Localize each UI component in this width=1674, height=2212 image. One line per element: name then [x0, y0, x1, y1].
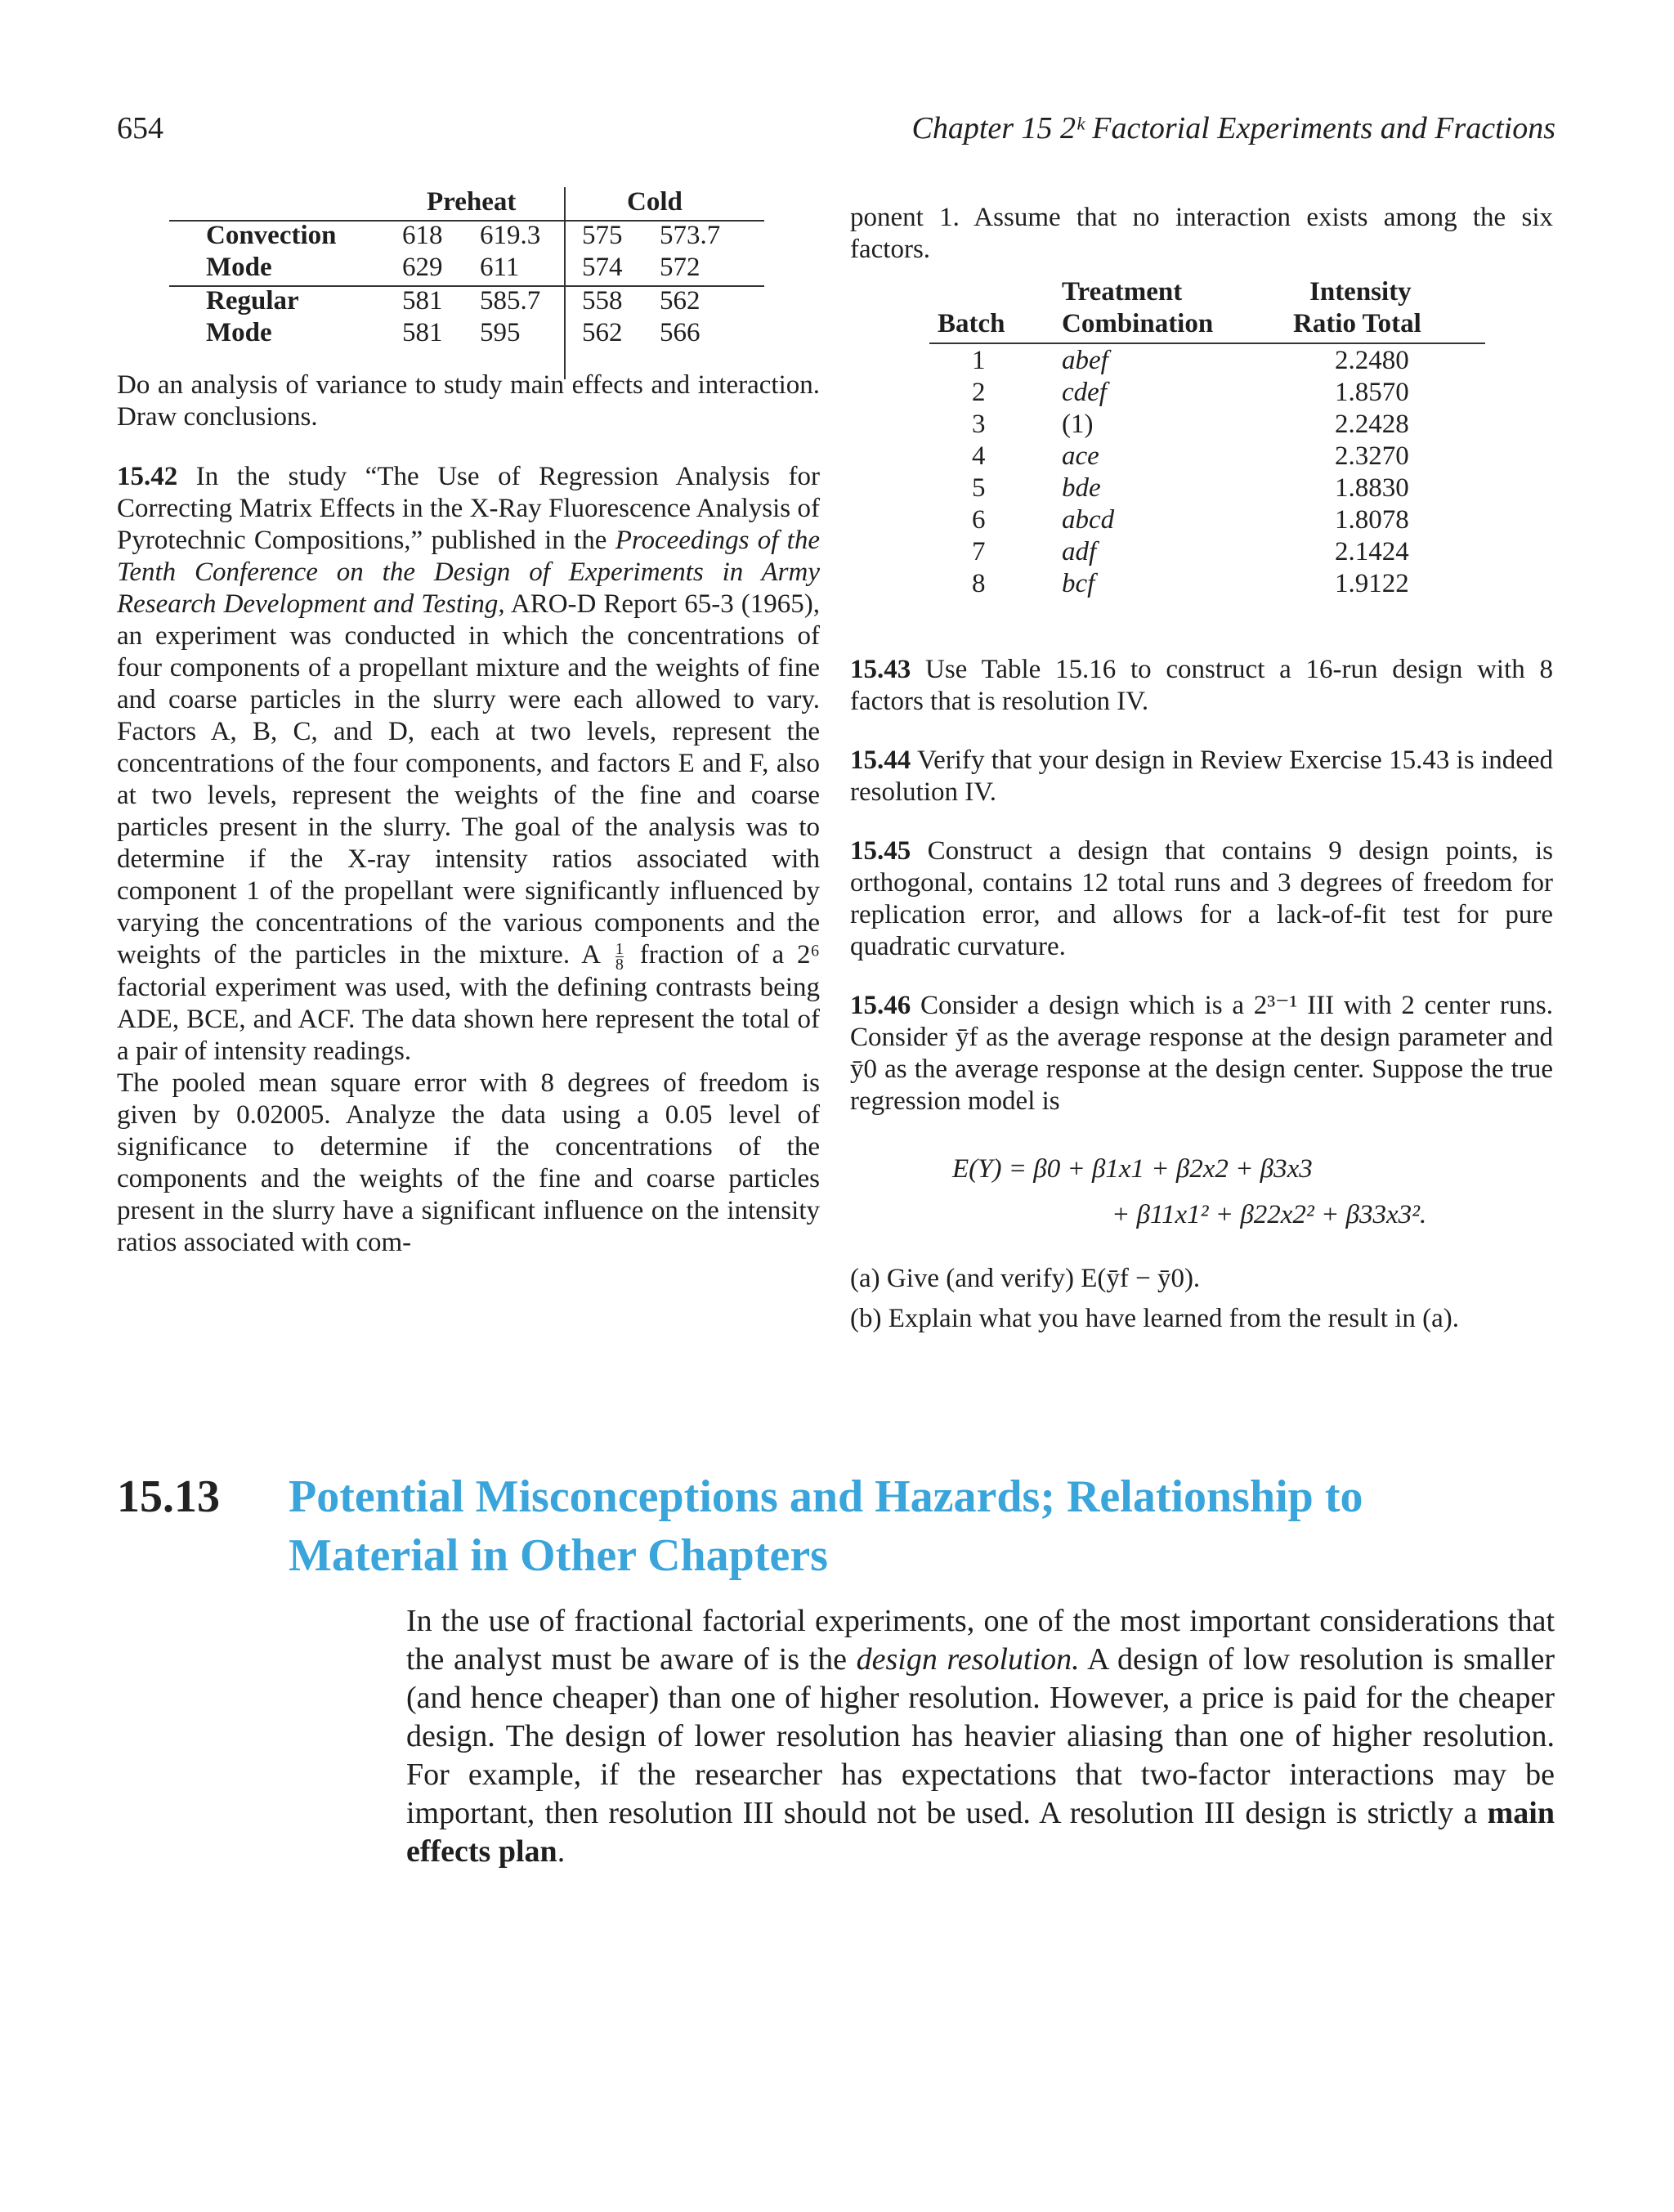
exercise-continuation: ponent 1. Assume that no interaction exists among the six factors.: [850, 203, 1553, 264]
cell: 581: [402, 318, 443, 347]
table-row: 7 adf 2.1424: [972, 537, 1409, 566]
exercise-15-44: 15.44 Verify that your design in Review Exercise 15.43 is indeed resolution IV.: [850, 746, 1553, 807]
row-label: Convection: [206, 221, 337, 250]
right-column: [850, 202, 1553, 266]
cell: 595: [480, 318, 521, 347]
fraction-one-eighth: $\frac{1}{8}$: [615, 939, 624, 974]
table-row: [169, 221, 764, 253]
cell: 558: [582, 286, 623, 316]
col-header-cold: Cold: [627, 187, 683, 217]
col-header: Treatment: [1062, 277, 1183, 307]
section-number: 15.13: [117, 1471, 220, 1522]
anova-instruction: Do an analysis of variance to study main effects and interaction. Draw conclusions.: [117, 370, 820, 432]
cell: 575: [582, 221, 623, 250]
table-row: 8 bcf 1.9122: [972, 569, 1409, 598]
table-header-row: [169, 187, 764, 219]
section-title: Potential Misconceptions and Hazards; Relationship to Material in Other Chapters: [289, 1471, 1363, 1581]
cell: 619.3: [480, 221, 541, 250]
col-header: Batch: [938, 309, 1005, 338]
col-header: Ratio Total: [1293, 309, 1421, 338]
cell: 562: [660, 286, 700, 316]
exercise-number: 15.42: [117, 462, 178, 491]
table-row: [169, 286, 764, 318]
exercise-15-45: 15.45 Construct a design that contains 9 design points, is orthogonal, contains 12 total runs and 3 degrees of freedom for replication error, and allows for a lack-of-fit test for pure quadratic curvature.: [850, 836, 1554, 961]
row-label: Regular: [206, 286, 299, 316]
regression-equation-line-1: E(Y) = β0 + β1x1 + β2x2 + β3x3: [952, 1154, 1313, 1184]
cell: 585.7: [480, 286, 541, 316]
cell: 572: [660, 253, 700, 282]
exercise-text: fraction of a 2⁶ factorial experiment was used, with the defining contrasts being ADE, BCE, and ACF. The data shown here represent the total of a pair of intensity readings.: [117, 940, 820, 1066]
exercise-text: In the study “The Use of Regression Analysis for Correcting Matrix Effects in the X-Ray Fluorescence Analysis of Pyrotechnic Compositions,” published in the: [117, 462, 820, 555]
table-row: 2 cdef 1.8570: [972, 378, 1409, 407]
table-row: 4 ace 2.3270: [972, 441, 1409, 471]
cell: 618: [402, 221, 443, 250]
journal-title: Proceedings of the Tenth Conference on the Design of Experiments in Army Research Development and Testing,: [117, 526, 820, 619]
table-header-row: [929, 276, 1485, 308]
table-row: [169, 253, 764, 284]
cell: 562: [582, 318, 623, 347]
table-row: 3 (1) 2.2428: [972, 410, 1409, 439]
exercise-15-42-continued: The pooled mean square error with 8 degrees of freedom is given by 0.02005. Analyze the data using a 0.05 level of significance to determine if the concentrations of the components and the weights of the fine and coarse particles present in the slurry have a significant influence on the intensity ratios associated with com-: [117, 1068, 820, 1257]
exercise-15-46: 15.46 Consider a design which is a 2³⁻¹ III with 2 center runs. Consider ȳf as the average response at the design parameter and ȳ0 as the average response at the design center. Suppose the true regression model is: [850, 991, 1553, 1116]
table-row: 6 abcd 1.8078: [972, 505, 1409, 535]
cell: 574: [582, 253, 623, 282]
left-column: [117, 369, 820, 1259]
row-label: Mode: [206, 253, 272, 282]
section-body: In the use of fractional factorial experiments, one of the most important considerations that the analyst must be aware of is the design resolution. A design of low resolution is smaller (and hence cheaper) than one of higher resolution. However, a price is paid for the cheaper design. The design of lower resolution has heavier aliasing than one of higher resolution. For example, if the researcher has expectations that two-factor interactions may be important, then resolution III should not be used. A resolution III design is strictly a main effects plan.: [406, 1604, 1555, 1869]
part-b: (b) Explain what you have learned from the result in (a).: [850, 1304, 1459, 1333]
col-header-preheat: Preheat: [427, 187, 517, 217]
batch-table: [929, 276, 1485, 600]
col-header: Intensity: [1309, 277, 1412, 307]
table-row: 5 bde 1.8830: [972, 473, 1409, 503]
exercise-15-43: 15.43 Use Table 15.16 to construct a 16-run design with 8 factors that is resolution IV.: [850, 655, 1554, 716]
exercise-text: ARO-D Report 65-3 (1965), an experiment was conducted in which the concentrations of four components of a propellant mixture and the weights of fine and coarse particles in the slurry were each allowed to vary. Factors A, B, C, and D, each at two levels, represent the concentrations of the four components, and factors E and F, also at two levels, represent the weights of the fine and coarse particles present in the slurry. The goal of the analysis was to determine if the X-ray intensity ratios associated with component 1 of the propellant were significantly influenced by varying the concentrations of the various components and the weights of the particles in the mixture. A: [117, 589, 820, 969]
cell: 581: [402, 286, 443, 316]
table-rule: [929, 343, 1485, 344]
exercise-15-42: [117, 461, 820, 1068]
chapter-title: Chapter 15 2ᵏ Factorial Experiments and Fractions: [911, 111, 1555, 146]
regression-equation-line-2: + β11x1² + β22x2² + β33x3².: [1112, 1200, 1427, 1229]
table-row: [169, 318, 764, 350]
emphasis-design-resolution: design resolution.: [856, 1642, 1080, 1677]
oven-table: [169, 187, 764, 350]
exercises-15-43-to-15-46: [850, 654, 1553, 1117]
cell: 566: [660, 318, 700, 347]
exercise-15-46-parts: [850, 1263, 1553, 1335]
cell: 611: [480, 253, 520, 282]
table-header-row: [929, 308, 1485, 340]
col-header: Combination: [1062, 309, 1214, 338]
part-a: (a) Give (and verify) E(ȳf − ȳ0).: [850, 1264, 1201, 1293]
table-row: 1 abef 2.2480: [972, 346, 1409, 375]
page-number: 654: [117, 111, 163, 146]
emphasis-main-effects-plan: main effects plan: [406, 1796, 1555, 1869]
row-label: Mode: [206, 318, 272, 347]
cell: 629: [402, 253, 443, 282]
cell: 573.7: [660, 221, 721, 250]
